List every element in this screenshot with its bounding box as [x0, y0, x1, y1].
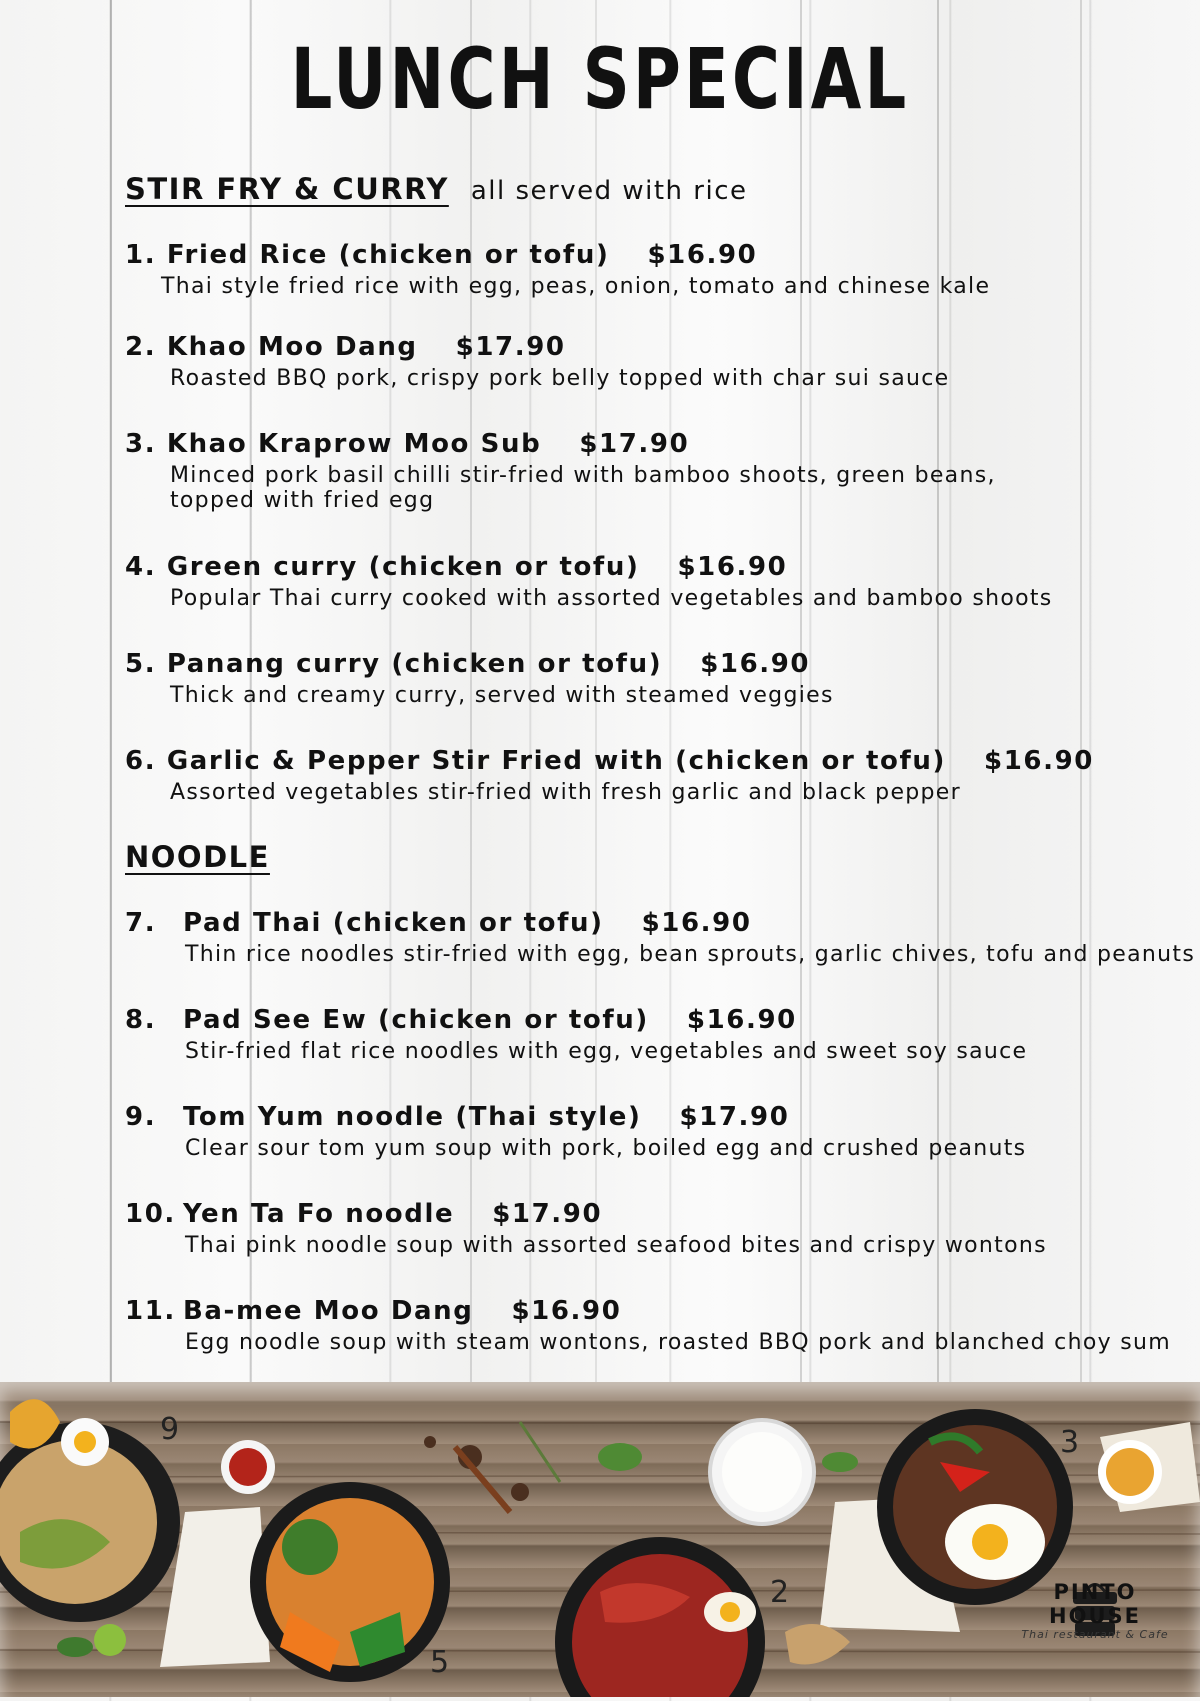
- item-price: $17.90: [492, 1199, 603, 1229]
- photo-label: 3: [1060, 1425, 1080, 1460]
- item-description: Egg noodle soup with steam wontons, roasted BBQ pork and blanched choy sum: [185, 1330, 1171, 1355]
- item-name: Khao Moo Dang: [166, 332, 418, 362]
- item-price: $16.90: [677, 552, 788, 582]
- item-name: Khao Kraprow Moo Sub: [166, 429, 542, 459]
- brand-tagline: Thai restaurant & Cafe: [1021, 1628, 1169, 1641]
- brand-logo: [1005, 1580, 1185, 1641]
- item-price: $16.90: [641, 908, 752, 938]
- item-number: 11.: [125, 1296, 176, 1326]
- menu-item-1: [125, 240, 990, 299]
- item-price: $16.90: [984, 746, 1094, 776]
- item-price: $16.90: [700, 649, 811, 679]
- item-number: 7.: [125, 908, 157, 938]
- brand-name: PINTO HOUSE: [1049, 1580, 1141, 1628]
- photo-label: 9: [160, 1412, 180, 1447]
- menu-item-5: [125, 649, 834, 708]
- menu-item-8: [125, 1005, 1027, 1064]
- section-title: STIR FRY & CURRY: [125, 172, 449, 206]
- item-description: Thai style fried rice with egg, peas, onion, tomato and chinese kale: [161, 274, 991, 299]
- item-number: 4.: [125, 552, 157, 582]
- item-number: 5.: [125, 649, 157, 679]
- page-title: LUNCH SPECIAL: [290, 30, 910, 128]
- item-description: Stir-fried flat rice noodles with egg, vegetables and sweet soy sauce: [185, 1039, 1028, 1064]
- item-price: $17.90: [679, 1102, 790, 1132]
- item-description: Clear sour tom yum soup with pork, boiled egg and crushed peanuts: [185, 1136, 1027, 1161]
- menu-item-10: [125, 1199, 1047, 1258]
- menu-item-3: [125, 429, 996, 513]
- item-name: Yen Ta Fo noodle: [183, 1199, 455, 1229]
- item-description: Minced pork basil chilli stir-fried with bamboo shoots, green beans, topped with fried egg: [170, 463, 996, 513]
- menu-item-9: [125, 1102, 1026, 1161]
- photo-label: 5: [430, 1645, 450, 1680]
- item-description: Popular Thai curry cooked with assorted vegetables and bamboo shoots: [170, 586, 1053, 611]
- item-price: $17.90: [455, 332, 566, 362]
- item-name: Pad Thai (chicken or tofu): [183, 908, 604, 938]
- item-name: Ba-mee Moo Dang: [183, 1296, 474, 1326]
- item-description: Thick and creamy curry, served with steamed veggies: [170, 683, 834, 708]
- section-note: all served with rice: [470, 176, 748, 206]
- menu-item-7: [125, 908, 1195, 967]
- item-name: Fried Rice (chicken or tofu): [166, 240, 610, 270]
- item-price: $16.90: [647, 240, 758, 270]
- menu-item-4: [125, 552, 1053, 611]
- item-number: 3.: [125, 429, 157, 459]
- menu-item-11: [125, 1296, 1171, 1355]
- item-name: Tom Yum noodle (Thai style): [183, 1102, 642, 1132]
- item-number: 1.: [125, 240, 157, 270]
- food-photo-strip: [0, 1382, 1200, 1697]
- photo-label: 2: [770, 1575, 790, 1610]
- item-description: Thin rice noodles stir-fried with egg, bean sprouts, garlic chives, tofu and peanuts: [185, 942, 1196, 967]
- item-name: Garlic & Pepper Stir Fried with (chicken or tofu): [166, 746, 947, 776]
- item-price: $16.90: [511, 1296, 622, 1326]
- item-name: Pad See Ew (chicken or tofu): [183, 1005, 649, 1035]
- food-illustration: [0, 1382, 1200, 1697]
- item-number: 2.: [125, 332, 157, 362]
- menu-item-2: [125, 332, 950, 391]
- item-name: Panang curry (chicken or tofu): [166, 649, 663, 679]
- section-heading-noodle: [125, 840, 270, 874]
- item-number: 9.: [125, 1102, 157, 1132]
- section-title: NOODLE: [125, 840, 270, 874]
- item-description: Assorted vegetables stir-fried with fresh garlic and black pepper: [170, 780, 961, 805]
- section-heading-stir-fry: [125, 172, 748, 206]
- item-number: 10.: [125, 1199, 176, 1229]
- menu-item-6: [125, 746, 1094, 805]
- item-name: Green curry (chicken or tofu): [166, 552, 640, 582]
- item-price: $16.90: [686, 1005, 797, 1035]
- item-number: 8.: [125, 1005, 157, 1035]
- item-number: 6.: [125, 746, 157, 776]
- item-description: Thai pink noodle soup with assorted seafood bites and crispy wontons: [185, 1233, 1047, 1258]
- item-price: $17.90: [579, 429, 690, 459]
- item-description: Roasted BBQ pork, crispy pork belly topped with char sui sauce: [170, 366, 950, 391]
